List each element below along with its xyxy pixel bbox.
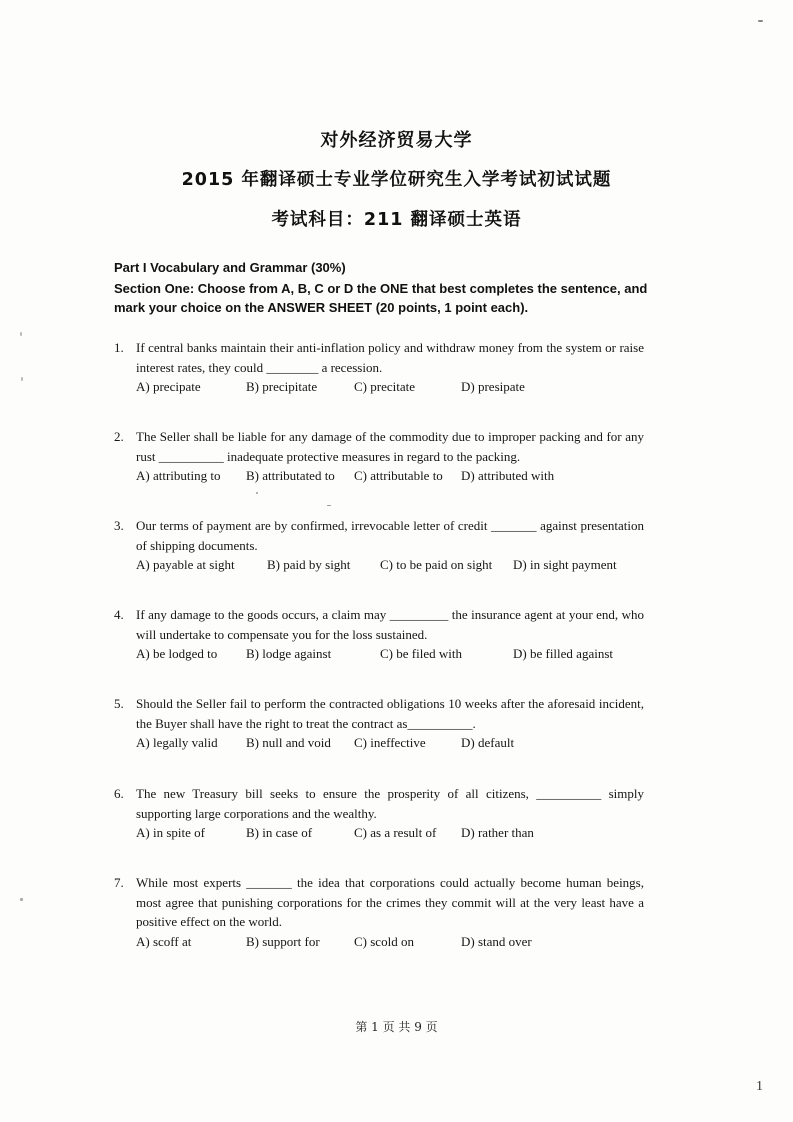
option-a: A) in spite of [136, 825, 205, 840]
question-5 [114, 694, 644, 753]
option-b: B) null and void [246, 735, 331, 750]
option-a: A) payable at sight [136, 557, 235, 572]
option-b: B) paid by sight [267, 557, 351, 572]
option-c: C) to be paid on sight [380, 557, 493, 572]
option-row [136, 932, 644, 952]
question-stem: The Seller shall be liable for any damage of the commodity due to improper packing and for any rust __________ inadequate protective measures in regard to the packing. [136, 429, 644, 464]
question-stem: If central banks maintain their anti-inflation policy and withdraw money from the system or raise interest rates, they could ________ a recession. [136, 340, 644, 375]
question-7 [114, 873, 644, 952]
exam-subject: 考试科目：211 翻译硕士英语 [271, 210, 522, 230]
option-row [136, 466, 644, 486]
part-title: Part I Vocabulary and Grammar (30%) [114, 260, 346, 275]
question-number: 7. [114, 875, 124, 890]
option-a: A) attributing to [136, 468, 221, 483]
question-stem: While most experts _______ the idea that corporations could actually become human beings, most agree that punishing corporations for the crimes they commit will at the very least have a positive effect on the world. [136, 875, 644, 929]
option-b: B) precipitate [246, 379, 318, 394]
option-c: C) attributable to [354, 468, 443, 483]
option-b: B) in case of [246, 825, 313, 840]
option-a: A) precipate [136, 379, 201, 394]
option-c: C) be filed with [380, 646, 462, 661]
option-b: B) attributated to [246, 468, 335, 483]
option-a: A) legally valid [136, 735, 218, 750]
question-stem: If any damage to the goods occurs, a claim may _________ the insurance agent at your end, who will undertake to compensate you for the loss sustained. [136, 607, 644, 642]
option-c: C) scold on [354, 933, 414, 949]
option-row [136, 377, 644, 397]
question-stem: Our terms of payment are by confirmed, irrevocable letter of credit _______ against presentation of shipping documents. [136, 518, 644, 553]
option-b: B) lodge against [246, 646, 332, 661]
question-1 [114, 338, 644, 397]
question-number: 5. [114, 696, 124, 711]
option-row [136, 644, 644, 664]
option-row [136, 733, 644, 753]
scan-speck [758, 20, 763, 22]
question-4 [114, 605, 644, 664]
section-instruction: Section One: Choose from A, B, C or D the ONE that best completes the sentence, and mark your choice on the ANSWER SHEET (20 points, 1 point each). [114, 281, 648, 315]
scan-speck [20, 332, 22, 336]
question-number: 6. [114, 786, 124, 801]
university-title: 对外经济贸易大学 [320, 130, 473, 151]
option-row [136, 555, 644, 575]
question-2 [114, 427, 644, 486]
option-row [136, 823, 644, 843]
option-d: D) default [461, 735, 515, 750]
option-a: A) be lodged to [136, 646, 218, 661]
option-a: A) scoff at [136, 933, 192, 949]
option-d: D) attributed with [461, 468, 555, 483]
question-number: 4. [114, 607, 124, 622]
question-number: 1. [114, 340, 124, 355]
corner-page-number: 1 [756, 1079, 763, 1094]
scan-speck [327, 505, 331, 506]
option-d: D) be filled against [513, 646, 613, 661]
option-c: C) as a result of [354, 825, 437, 840]
option-d: D) presipate [461, 379, 525, 394]
exam-title: 2015 年翻译硕士专业学位研究生入学考试初试试题 [181, 170, 612, 190]
option-d: D) stand over [461, 933, 532, 949]
scan-speck [21, 377, 23, 381]
option-b: B) support for [246, 933, 320, 949]
scan-speck [256, 492, 258, 494]
page-footer: 第 1 页 共 9 页 [355, 1020, 438, 1034]
scan-speck [20, 898, 23, 901]
option-d: D) in sight payment [513, 557, 617, 572]
question-stem: Should the Seller fail to perform the contracted obligations 10 weeks after the aforesaid incident, the Buyer shall have the right to treat the contract as__________. [136, 696, 644, 731]
option-d: D) rather than [461, 825, 534, 840]
option-c: C) ineffective [354, 735, 426, 750]
question-number: 3. [114, 518, 124, 533]
option-c: C) precitate [354, 379, 415, 394]
question-3 [114, 516, 644, 575]
question-number: 2. [114, 429, 124, 444]
question-stem: The new Treasury bill seeks to ensure the prosperity of all citizens, __________ simply supporting large corporations and the wealthy. [136, 786, 644, 821]
question-6 [114, 784, 644, 843]
